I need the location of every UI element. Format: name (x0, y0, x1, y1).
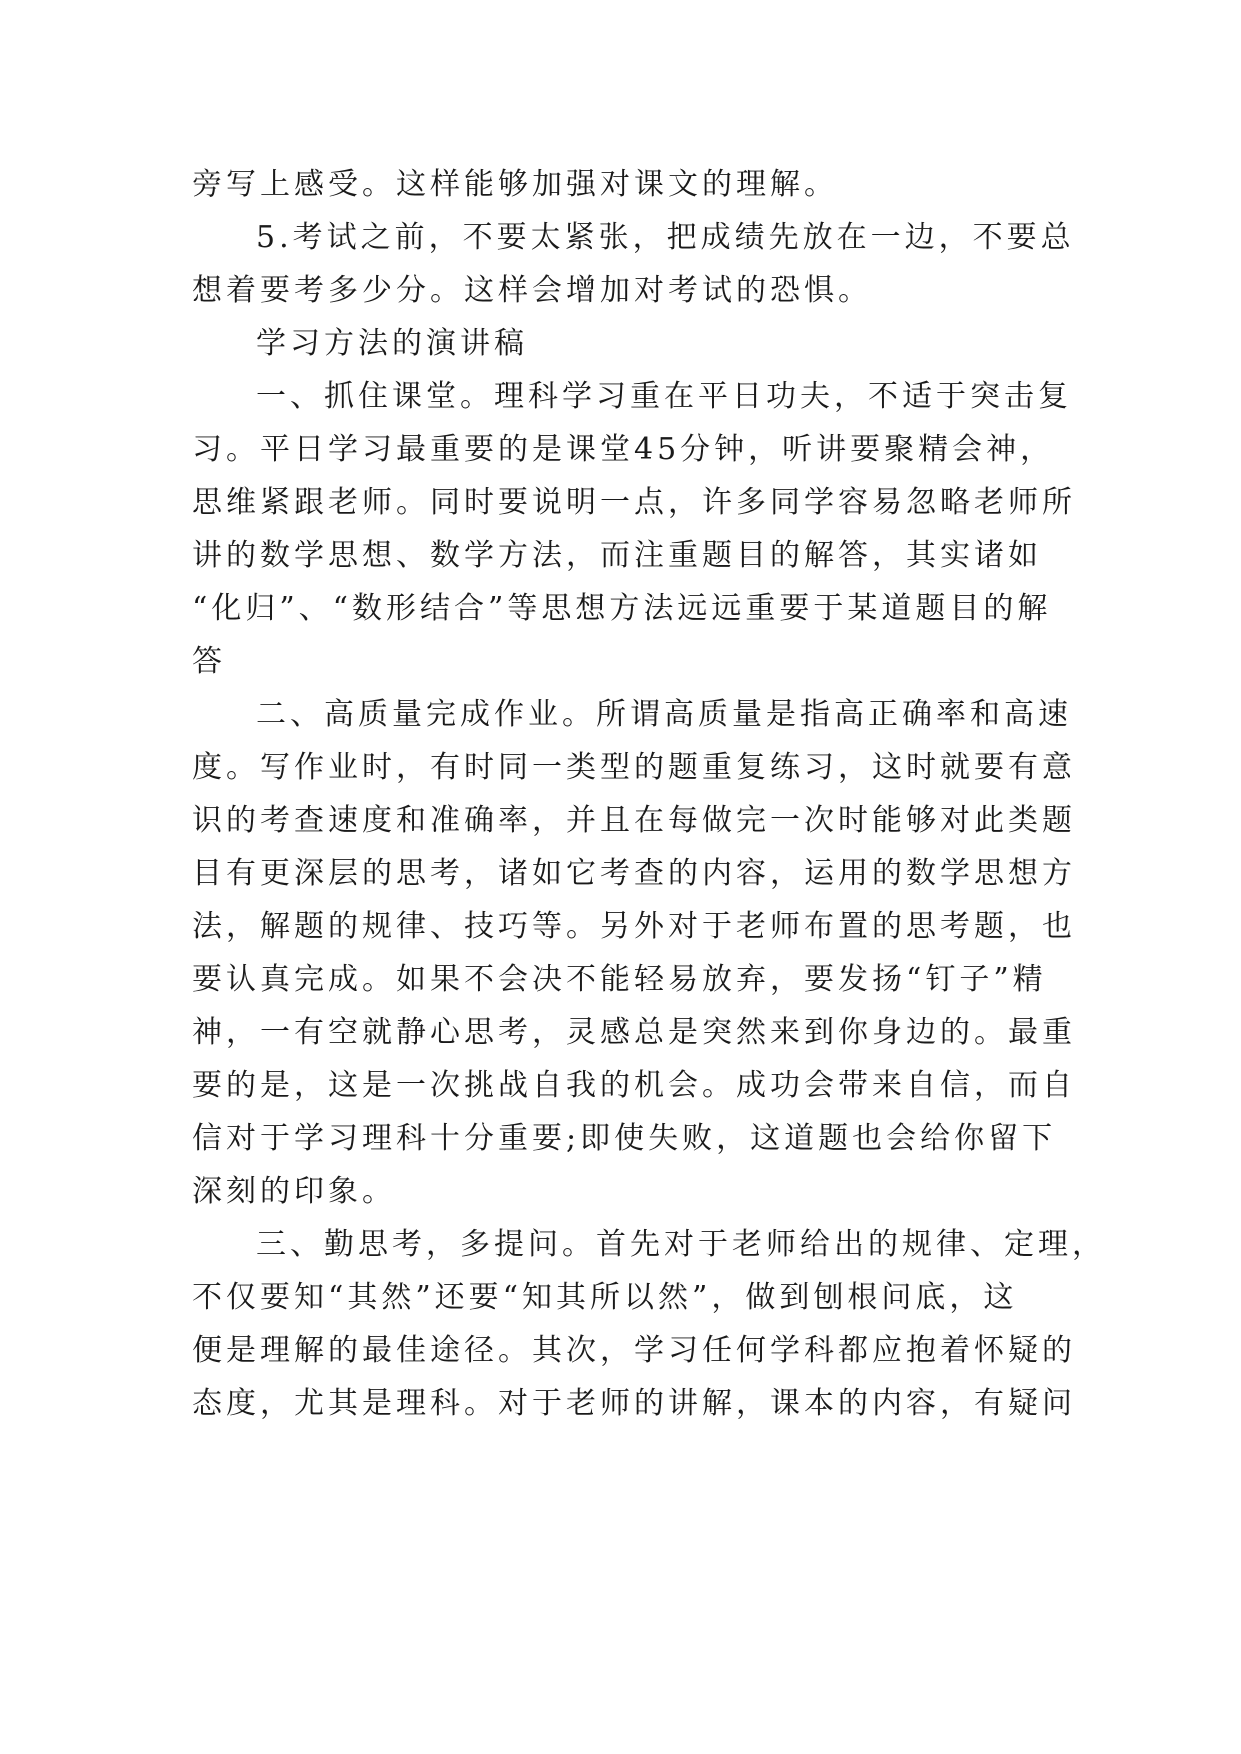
text-line: 三、勤思考，多提问。首先对于老师给出的规律、定理， (256, 1227, 1106, 1262)
text-line: 5.考试之前，不要太紧张，把成绩先放在一边，不要总 (256, 220, 1075, 255)
text-line: 学习方法的演讲稿 (256, 326, 528, 361)
text-line: 要的是，这是一次挑战自我的机会。成功会带来自信，而自 (192, 1068, 1076, 1103)
text-line: 便是理解的最佳途径。其次，学习任何学科都应抱着怀疑的 (192, 1333, 1076, 1368)
text-line: 讲的数学思想、数学方法，而注重题目的解答，其实诸如 (192, 538, 1042, 573)
text-line: 旁写上感受。这样能够加强对课文的理解。 (192, 167, 838, 202)
text-line: 态度，尤其是理科。对于老师的讲解，课本的内容，有疑问 (192, 1386, 1076, 1421)
text-line: 要认真完成。如果不会决不能轻易放弃，要发扬“钉子”精 (192, 962, 1047, 997)
text-line: 神，一有空就静心思考，灵感总是突然来到你身边的。最重 (192, 1015, 1076, 1050)
text-line: 一、抓住课堂。理科学习重在平日功夫，不适于突击复 (256, 379, 1072, 414)
text-line: 不仅要知“其然”还要“知其所以然”，做到刨根问底，这 (192, 1280, 1018, 1315)
text-line: 答 (192, 644, 226, 679)
text-line: 识的考查速度和准确率，并且在每做完一次时能够对此类题 (192, 803, 1076, 838)
text-line: “化归”、“数形结合”等思想方法远远重要于某道题目的解 (192, 591, 1052, 626)
text-line: 二、高质量完成作业。所谓高质量是指高正确率和高速 (256, 697, 1072, 732)
text-line: 信对于学习理科十分重要;即使失败，这道题也会给你留下 (192, 1121, 1057, 1156)
text-line: 度。写作业时，有时同一类型的题重复练习，这时就要有意 (192, 750, 1076, 785)
text-line: 想着要考多少分。这样会增加对考试的恐惧。 (192, 273, 872, 308)
text-line: 深刻的印象。 (192, 1174, 396, 1209)
text-line: 法，解题的规律、技巧等。另外对于老师布置的思考题，也 (192, 909, 1076, 944)
text-line: 目有更深层的思考，诸如它考查的内容，运用的数学思想方 (192, 856, 1076, 891)
text-line: 习。平日学习最重要的是课堂45分钟，听讲要聚精会神， (192, 432, 1055, 467)
text-line: 思维紧跟老师。同时要说明一点，许多同学容易忽略老师所 (192, 485, 1076, 520)
document-body (192, 158, 1106, 1430)
